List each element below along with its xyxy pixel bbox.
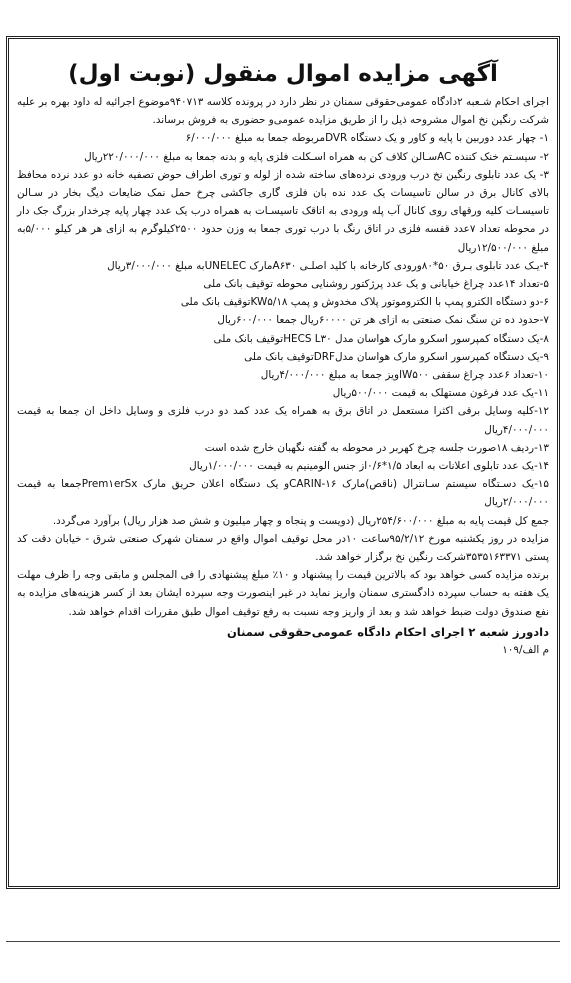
item-7: ۷-حدود ده تن سنگ نمک صنعتی به ازای هر تن ۶۰۰۰۰ریال جمعا ۶۰۰/۰۰۰ریال (217, 314, 549, 327)
item-11: ۱۱-یک عدد فرغون مستهلک به قیمت ۵۰۰/۰۰۰ریال (332, 387, 549, 400)
item-4: ۴-یـک عدد تابلوی بـرق ۵۰*۸۰ورودی کارخانه با کلید اصلـی A۶۳۰مارک UNELECبه مبلغ ۳/۰۰۰/۰۰۰ریال (107, 259, 549, 272)
item-1: ۱- چهار عدد دوربین با پایه و کاور و یک دستگاه DVRمربوطه جمعا به مبلغ ۶/۰۰۰/۰۰۰ (185, 132, 549, 145)
item-14: ۱۴-یک عدد تابلوی اعلانات به ابعاد ۱/۵*۰/۶از جنس الومینیم به قیمت ۱/۰۰۰/۰۰۰ریال (189, 460, 549, 473)
item-3: ۳- یک عدد تابلوی رنگین نخ درب ورودی نرده‌های ساخته شده از لوله و توری اطراف حوض تصفیه خانه دو عدد نرده محافظ بالای کانال برق در سالن تاسیسات یک عدد نده بان فلزی گاری جاکشی چرخ حمل نمک ضایعات دیگ بخار در سـالن تاسیسـات کلیه ورقهای روی کانال آب پله ورودی به اتاقک تاسیسـات به همراه درب یک عدد چهار پایه چرخدار بزرگ جک دار در محوطه تعداد ۷عدد قفسه فلزی در اتاق رنگ با درب توری جمعا به وزن حدود ۲۵۰۰کیلوگرم به ازای هر هر کیلو ۵/۰۰۰به مبلغ ۱۲/۵۰۰/۰۰۰ریال (17, 168, 549, 254)
signature: دادورز شعبه ۲ اجرای احکام دادگاه عمومی‌حقوقی سمنان (226, 624, 549, 639)
auction-time-place: مزایده در روز یکشنبه مورخ ۹۵/۲/۱۲ساعت ۱۰در محل توقیف اموال واقع در سمنان شهرک صنعتی شرق - خیابان دقت کد پستی ۳۵۳۵۱۶۳۳۷۱شرکت رنگین نخ برگزار خواهد شد. (17, 532, 550, 564)
item-9: ۹-یک دستگاه کمپرسور اسکرو مارک هواسان مدلDRFتوقیف بانک ملی (244, 350, 549, 363)
notice-code: م الف/۱۰۹ (502, 644, 549, 657)
bottom-divider (6, 941, 560, 942)
item-2: ۲- سیسـتم خنک کننده ACسـالن کلاف کن به همراه اسـکلت فلزی پایه و بدنه جمعا به مبلغ ۲۲۰/۰۰۰/۰۰۰ریال (84, 150, 549, 163)
item-15: ۱۵-یک دسـتگاه سیستم سـانترال (ناقص)مارک CARIN-۱۶و یک دستگاه اعلان حریق مارک Prem۱erSxجمعا به قیمت ۲/۰۰۰/۰۰۰ریال (17, 478, 549, 509)
auction-notice (6, 36, 560, 889)
item-6: ۶-دو دستگاه الکترو پمپ با الکتروموتور پلاک مخدوش و پمپ ۱۸/KW۵توقیف بانک ملی (180, 296, 549, 309)
item-10: ۱۰-تعداد ۶عدد چراغ سقفی W۵۰۰اویز جمعا به مبلغ ۴/۰۰۰/۰۰۰ریال (260, 369, 549, 382)
item-13: ۱۳-ردیف ۱۸صورت جلسه چرخ کهربر در محوطه به گفته نگهبان خارج شده است (204, 441, 549, 454)
auction-terms: برنده مزایده کسی خواهد بود که بالاترین قیمت را پیشنهاد و ۱۰٪ مبلغ پیشنهادی را فی المجلس و مابقی وجه را ظرف مهلت یک هفته به حساب سپرده دادگستری سمنان واریز نماید در غیر اینصورت وجه سپرده ایشان بعد از کسر هزینه‌های مزایده به نفع صندوق دولت ضبط خواهد شد و بعد از واریز وجه نسبت به رفع توقیف اموال طبق مقررات اقدام خواهد شد. (17, 569, 550, 618)
notice-title: آگهی مزایده اموال منقول (نوبت اول) (68, 61, 498, 87)
item-8: ۸-یک دستگاه کمپرسور اسکرو مارک هواسان مدل HECS L۳۰توقیف بانک ملی (213, 332, 549, 345)
notice-body (17, 93, 549, 659)
intro-paragraph: اجرای احکام شـعبه ۲دادگاه عمومی‌حقوقی سمنان در نظر دارد در پرونده کلاسه ۹۴۰۷۱۳موضوع اجرائیه له داود بهره بر علیه شرکت رنگین نخ اموال مشروحه ذیل را از طریق مزایده عمومی‌و حضوری به فروش برساند. (17, 96, 549, 127)
item-12: ۱۲-کلیه وسایل برقی اکثرا مستعمل در اتاق برق به همراه یک عدد کمد دو درب فلزی و وسایل داخل ان جمعا به قیمت ۴/۰۰۰/۰۰۰ریال (17, 405, 549, 436)
item-5: ۵-تعداد ۱۴عدد چراغ خیابانی و یک عدد پرژکتور روشنایی محوطه توقیف بانک ملی (203, 278, 549, 291)
total-price: جمع کل قیمت پایه به مبلغ ۲۵۴/۶۰۰/۰۰۰ریال (دویست و پنجاه و چهار میلیون و شش صد هزار ریال) برآورد می‌گردد. (52, 514, 549, 527)
